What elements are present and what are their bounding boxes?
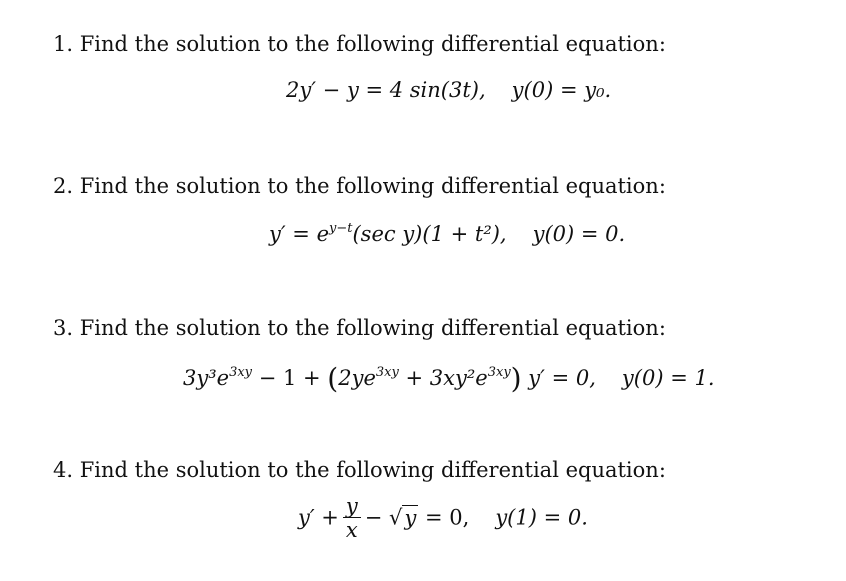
sqrt-argument: y [404, 505, 417, 530]
problem-2-ode-rest: (sec y)(1 + t²), [352, 222, 507, 246]
problem-4-equation [298, 496, 588, 542]
problem-2-initial-condition: y(0) = 0. [532, 222, 626, 246]
problem-3-exp3: 3xy [487, 365, 511, 380]
problem-3-equation [183, 362, 715, 395]
problem-1-prompt: 1. Find the solution to the following differential equation: [53, 32, 666, 56]
problem-3-term2: − 1 + [252, 366, 328, 390]
problem-2-equation [269, 222, 625, 246]
fraction-denominator: x [345, 518, 358, 542]
problem-4-term-b: − √ [364, 505, 403, 530]
problem-3-prompt: 3. Find the solution to the following differential equation: [53, 316, 666, 340]
problem-3-term4: + 3xy²e [398, 366, 488, 390]
problem-2-prompt: 2. Find the solution to the following differential equation: [53, 174, 666, 198]
fraction-numerator: y [343, 496, 361, 518]
problem-3-term5: y′ = 0, [521, 366, 596, 390]
right-paren: ) [510, 362, 522, 395]
problem-2-exponent: y−t [329, 221, 353, 236]
problem-4-term-c: = 0, [425, 505, 470, 530]
problem-4-term-a: y′ + [298, 505, 339, 530]
problem-2-ode-lhs: y′ = e [269, 222, 330, 246]
problem-3-exp2: 3xy [375, 365, 399, 380]
problem-3-term3: 2ye [338, 366, 376, 390]
problem-1-ode: 2y′ − y = 4 sin(3t), [286, 78, 486, 102]
problem-3-exp1: 3xy [229, 365, 253, 380]
problem-1-initial-condition: y(0) = y₀. [511, 78, 612, 102]
problem-1-equation [286, 78, 611, 102]
left-paren: ( [327, 362, 339, 395]
problem-4-prompt: 4. Find the solution to the following differential equation: [53, 458, 666, 482]
problem-4-initial-condition: y(1) = 0. [495, 505, 588, 530]
problem-3-term1: 3y³e [183, 366, 230, 390]
fraction-y-over-x [343, 496, 361, 542]
problem-3-initial-condition: y(0) = 1. [621, 366, 715, 390]
